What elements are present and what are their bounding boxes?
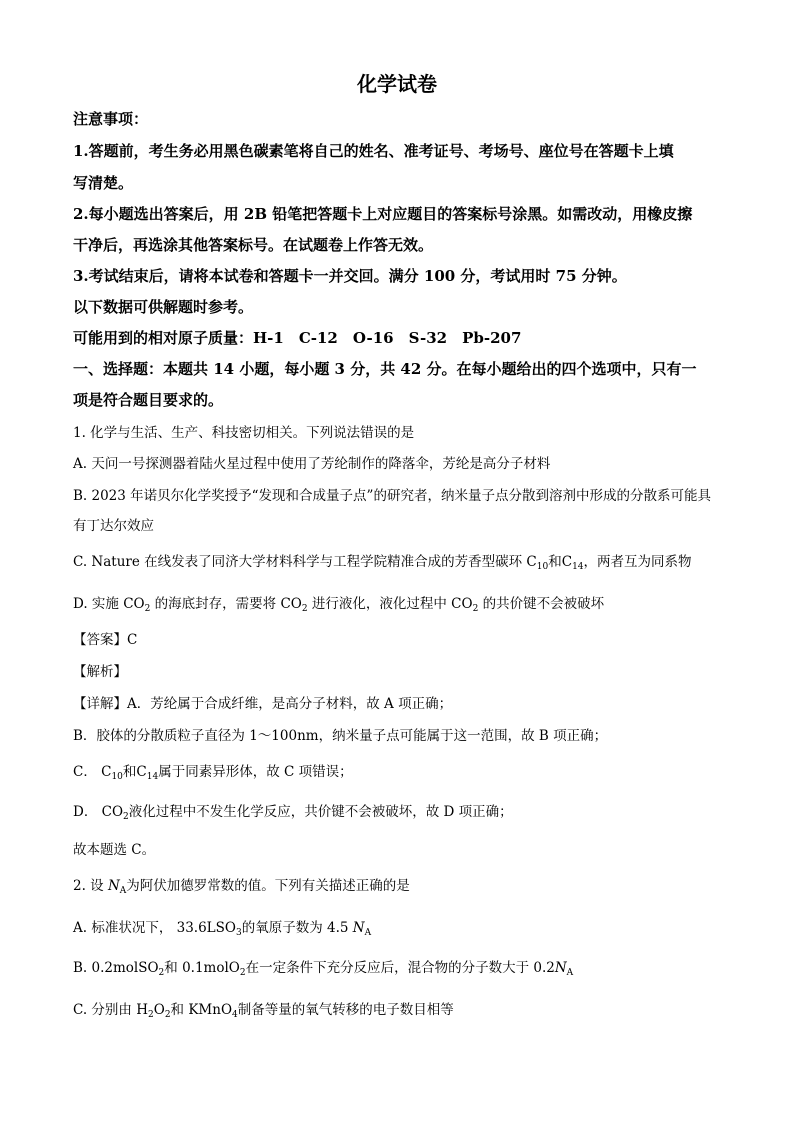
section-heading-cont: 项是符合题目要求的。 <box>73 391 224 409</box>
q1-answer: 【答案】C <box>73 632 138 648</box>
q2-option-b: B. 0.2molSO$_2$和 0.1molO$_2$在一定条件下充分反应后，混合物的分子数大于 $0.2N_A$ <box>73 960 574 978</box>
q1-detail-d: D． $CO_2$液化过程中不发生化学反应，共价键不会被破坏，故 D 项正确； <box>73 804 513 822</box>
atomic-masses: 可能用到的相对原子质量：H-1 C-12 O-16 S-32 Pb-207 <box>73 329 522 347</box>
q1-option-c: C. Nature 在线发表了同济大学材料科学与工程学院精准合成的芳香型碳环 $C_{10}$和$C_{14}$，两者互为同系物 <box>73 554 692 572</box>
q2-stem: 2. 设 $N_A$为阿伏加德罗常数的值。下列有关描述正确的是 <box>73 878 410 896</box>
page-title: 化学试卷 <box>357 72 437 96</box>
notice-heading: 注意事项： <box>73 110 149 128</box>
q1-detail-c: C． $C_{10}$和$C_{14}$属于同素异形体，故 C 项错误； <box>73 764 353 782</box>
notice-item-2: 2.每小题选出答案后，用 2B 铅笔把答题卡上对应题目的答案标号涂黑。如需改动，用橡皮擦 <box>73 205 693 223</box>
q1-option-b-cont: 有丁达尔效应 <box>73 518 154 534</box>
q1-option-d: D. 实施 $CO_2$ 的海底封存，需要将 $CO_2$ 进行液化，液化过程中 $CO_2$ 的共价键不会被破坏 <box>73 596 605 614</box>
q1-option-a: A. 天问一号探测器着陆火星过程中使用了芳纶制作的降落伞，芳纶是高分子材料 <box>73 456 551 472</box>
q2-option-a: A. 标准状况下， $33.6LSO_3$的氧原子数为 4.5 $N_A$ <box>73 920 372 938</box>
notice-item-1-cont: 写清楚。 <box>73 174 134 192</box>
q1-detail-a: 【详解】A．芳纶属于合成纤维，是高分子材料，故 A 项正确； <box>73 696 453 712</box>
notice-item-2-cont: 干净后，再选涂其他答案标号。在试题卷上作答无效。 <box>73 236 434 254</box>
q1-detail-b: B．胶体的分散质粒子直径为 1～100nm，纳米量子点可能属于这一范围，故 B 项正确； <box>73 728 608 744</box>
data-note: 以下数据可供解题时参考。 <box>73 298 254 316</box>
q2-option-c: C. 分别由 $H_2O_2$和 KMnO$_4$制备等量的氧气转移的电子数目相等 <box>73 1002 454 1020</box>
section-heading: 一、选择题：本题共 14 小题，每小题 3 分，共 42 分。在每小题给出的四个选项中，只有一 <box>73 360 697 378</box>
q1-analysis-heading: 【解析】 <box>73 664 127 680</box>
q1-stem: 1. 化学与生活、生产、科技密切相关。下列说法错误的是 <box>73 425 415 441</box>
q1-option-b: B. 2023 年诺贝尔化学奖授予“发现和合成量子点”的研究者，纳米量子点分散到溶剂中形成的分散系可能具 <box>73 488 711 504</box>
notice-item-3: 3.考试结束后，请将本试卷和答题卡一并交回。满分 100 分，考试用时 75 分钟。 <box>73 267 627 285</box>
notice-item-1: 1.答题前，考生务必用黑色碳素笔将自己的姓名、准考证号、考场号、座位号在答题卡上填 <box>73 142 674 160</box>
q1-conclusion: 故本题选 C。 <box>73 842 156 858</box>
